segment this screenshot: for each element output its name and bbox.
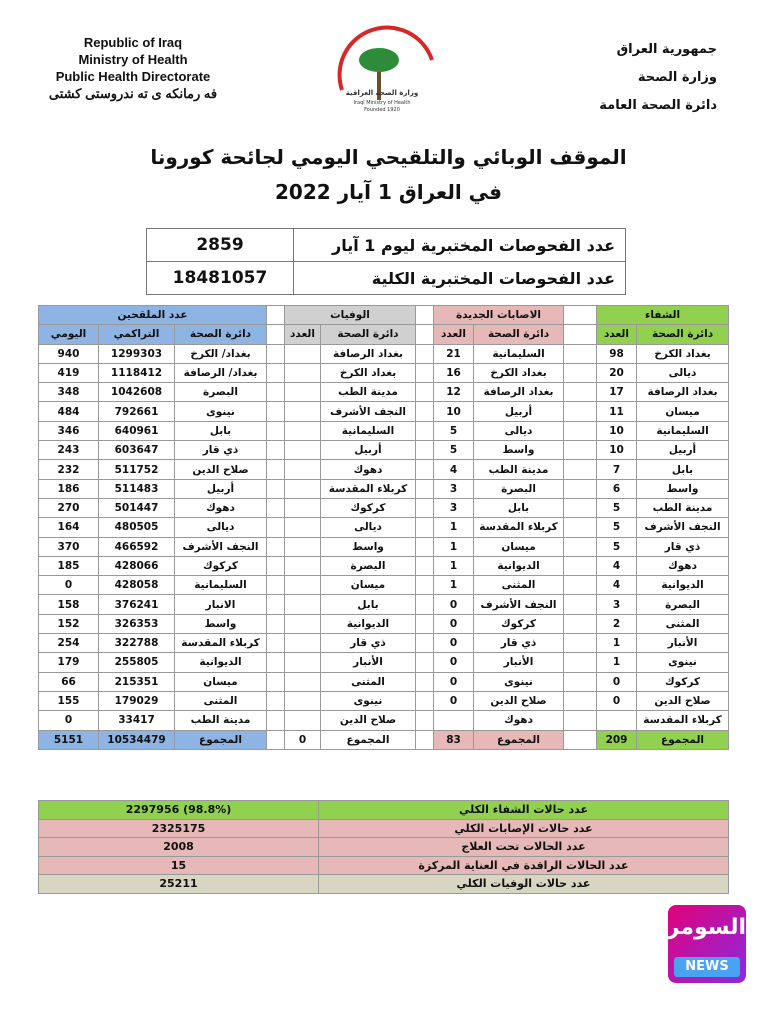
new-cases-count: 21 <box>434 344 474 363</box>
recovered-count: 6 <box>597 479 637 498</box>
vaccinated-cumulative: 792661 <box>99 402 175 421</box>
deaths-count <box>285 634 321 653</box>
deaths-directorate: ذي قار <box>321 634 416 653</box>
table-row <box>39 441 729 460</box>
vaccinated-daily: 232 <box>39 460 99 479</box>
header-english <box>38 34 228 102</box>
vaccinated-cumulative: 322788 <box>99 634 175 653</box>
deaths-count <box>285 556 321 575</box>
summary-value: 2325175 <box>39 819 319 838</box>
col-header: دائرة الصحة <box>474 325 564 344</box>
total-label: المجموع <box>321 730 416 749</box>
table-row <box>39 672 729 691</box>
watermark-brand: السومرية <box>645 915 746 940</box>
vaccinated-cumulative: 376241 <box>99 595 175 614</box>
recovered-directorate: ذي قار <box>637 537 729 556</box>
vaccinated-directorate: أربيل <box>175 479 267 498</box>
watermark-news: NEWS <box>674 957 740 977</box>
summary-label: عدد حالات الشفاء الكلي <box>319 801 729 820</box>
col-header: دائرة الصحة <box>175 325 267 344</box>
vaccinated-daily: 940 <box>39 344 99 363</box>
header-line: Public Health Directorate <box>55 69 211 84</box>
deaths-directorate: مدينة الطب <box>321 383 416 402</box>
recovered-directorate: مدينة الطب <box>637 498 729 517</box>
vaccinated-daily: 243 <box>39 441 99 460</box>
summary-row <box>39 875 729 894</box>
vaccinated-directorate: نينوى <box>175 402 267 421</box>
table-row <box>39 614 729 633</box>
new-cases-directorate: البصرة <box>474 479 564 498</box>
overall-summary-table <box>38 800 729 894</box>
new-cases-count: 1 <box>434 518 474 537</box>
new-cases-count: 0 <box>434 691 474 710</box>
new-cases-directorate: بغداد الرصافة <box>474 383 564 402</box>
deaths-directorate: دهوك <box>321 460 416 479</box>
recovered-count: 11 <box>597 402 637 421</box>
total-label: المجموع <box>474 730 564 749</box>
new-cases-count: 4 <box>434 460 474 479</box>
deaths-directorate: صلاح الدين <box>321 711 416 730</box>
recovered-directorate: نينوى <box>637 653 729 672</box>
table-row <box>39 634 729 653</box>
vaccinated-daily: 179 <box>39 653 99 672</box>
new-cases-directorate: السليمانية <box>474 344 564 363</box>
summary-value: 15 <box>39 856 319 875</box>
vaccinated-directorate: ديالى <box>175 518 267 537</box>
recovered-count: 20 <box>597 363 637 382</box>
recovered-directorate: المثنى <box>637 614 729 633</box>
deaths-directorate: السليمانية <box>321 421 416 440</box>
vaccinated-daily: 152 <box>39 614 99 633</box>
deaths-count <box>285 383 321 402</box>
deaths-count <box>285 344 321 363</box>
deaths-directorate: كربلاء المقدسة <box>321 479 416 498</box>
new-cases-count: 5 <box>434 441 474 460</box>
deaths-directorate: الديوانية <box>321 614 416 633</box>
deaths-directorate: بغداد الرصافة <box>321 344 416 363</box>
vaccinated-directorate: مدينة الطب <box>175 711 267 730</box>
col-header: اليومي <box>39 325 99 344</box>
logo-subtext: Iraqi Ministry of Health <box>353 100 411 106</box>
new-cases-directorate: دهوك <box>474 711 564 730</box>
table-row <box>39 691 729 710</box>
summary-label: عدد حالات الوفيات الكلي <box>319 875 729 894</box>
new-cases-directorate: كربلاء المقدسة <box>474 518 564 537</box>
deaths-count <box>285 363 321 382</box>
summary-value: 2297956 (98.8%) <box>39 801 319 820</box>
vaccinated-daily: 158 <box>39 595 99 614</box>
vaccinated-daily: 484 <box>39 402 99 421</box>
vaccinated-directorate: ذي قار <box>175 441 267 460</box>
summary-label: عدد حالات الإصابات الكلي <box>319 819 729 838</box>
summary-row <box>39 801 729 820</box>
vaccinated-cumulative: 640961 <box>99 421 175 440</box>
vaccinated-cumulative: 255805 <box>99 653 175 672</box>
vaccinated-daily: 370 <box>39 537 99 556</box>
total-new-cases: 83 <box>434 730 474 749</box>
vaccinated-cumulative: 1118412 <box>99 363 175 382</box>
total-tests-label: عدد الفحوصات المختبرية الكلية <box>294 262 626 295</box>
deaths-directorate: ميسان <box>321 576 416 595</box>
col-header: العدد <box>434 325 474 344</box>
vaccinated-directorate: دهوك <box>175 498 267 517</box>
logo-founded: Founded 1920 <box>364 107 400 113</box>
new-cases-count: 3 <box>434 498 474 517</box>
new-cases-directorate: ديالى <box>474 421 564 440</box>
new-cases-count: 0 <box>434 614 474 633</box>
recovered-count: 1 <box>597 634 637 653</box>
vaccinated-daily: 185 <box>39 556 99 575</box>
deaths-directorate: ديالى <box>321 518 416 537</box>
recovered-directorate: بابل <box>637 460 729 479</box>
group-new-cases: الاصابات الجديدة <box>434 306 564 325</box>
table-row <box>39 556 729 575</box>
new-cases-directorate: كركوك <box>474 614 564 633</box>
vaccinated-cumulative: 179029 <box>99 691 175 710</box>
table-row <box>39 383 729 402</box>
vaccinated-daily: 155 <box>39 691 99 710</box>
new-cases-count: 1 <box>434 576 474 595</box>
recovered-count: 10 <box>597 421 637 440</box>
table-row <box>39 595 729 614</box>
recovered-count: 98 <box>597 344 637 363</box>
recovered-directorate: أربيل <box>637 441 729 460</box>
recovered-directorate: الديوانية <box>637 576 729 595</box>
deaths-count <box>285 441 321 460</box>
deaths-count <box>285 460 321 479</box>
deaths-directorate: واسط <box>321 537 416 556</box>
logo-text: وزارة الصحة العراقية <box>345 89 419 97</box>
recovered-directorate: بغداد الرصافة <box>637 383 729 402</box>
new-cases-count: 5 <box>434 421 474 440</box>
new-cases-count: 16 <box>434 363 474 382</box>
vaccinated-directorate: صلاح الدين <box>175 460 267 479</box>
summary-value: 2008 <box>39 838 319 857</box>
recovered-directorate: ديالى <box>637 363 729 382</box>
recovered-directorate: بغداد الكرخ <box>637 344 729 363</box>
deaths-count <box>285 402 321 421</box>
new-cases-directorate: الديوانية <box>474 556 564 575</box>
alsumaria-news-logo <box>645 905 746 983</box>
total-deaths: 0 <box>285 730 321 749</box>
table-row <box>39 363 729 382</box>
new-cases-directorate: الأنبار <box>474 653 564 672</box>
vaccinated-cumulative: 428058 <box>99 576 175 595</box>
header-line: دائرة الصحة العامة <box>599 98 717 113</box>
new-cases-directorate: أربيل <box>474 402 564 421</box>
vaccinated-daily: 66 <box>39 672 99 691</box>
vaccinated-cumulative: 215351 <box>99 672 175 691</box>
recovered-count: 0 <box>597 672 637 691</box>
table-row <box>39 421 729 440</box>
recovered-directorate: دهوك <box>637 556 729 575</box>
vaccinated-daily: 0 <box>39 576 99 595</box>
new-cases-count: 1 <box>434 537 474 556</box>
deaths-directorate: النجف الأشرف <box>321 402 416 421</box>
col-header: التراكمي <box>99 325 175 344</box>
deaths-count <box>285 711 321 730</box>
vaccinated-directorate: ميسان <box>175 672 267 691</box>
table-row <box>39 653 729 672</box>
recovered-count <box>597 711 637 730</box>
col-header: دائرة الصحة <box>637 325 729 344</box>
total-recovered: 209 <box>597 730 637 749</box>
vaccinated-cumulative: 511752 <box>99 460 175 479</box>
vaccinated-daily: 346 <box>39 421 99 440</box>
deaths-directorate: الأنبار <box>321 653 416 672</box>
vaccinated-cumulative: 1042608 <box>99 383 175 402</box>
vaccinated-cumulative: 501447 <box>99 498 175 517</box>
header-line: فه رمانكه ى ته ندروستى كشتى <box>48 86 218 101</box>
new-cases-count: 3 <box>434 479 474 498</box>
deaths-count <box>285 518 321 537</box>
deaths-count <box>285 479 321 498</box>
deaths-count <box>285 691 321 710</box>
deaths-directorate: بغداد الكرخ <box>321 363 416 382</box>
recovered-count: 7 <box>597 460 637 479</box>
recovered-directorate: الأنبار <box>637 634 729 653</box>
deaths-directorate: البصرة <box>321 556 416 575</box>
deaths-count <box>285 498 321 517</box>
new-cases-directorate: واسط <box>474 441 564 460</box>
header-line: جمهورية العراق <box>616 42 717 57</box>
col-header: دائرة الصحة <box>321 325 416 344</box>
vaccinated-daily: 270 <box>39 498 99 517</box>
vaccinated-cumulative: 1299303 <box>99 344 175 363</box>
deaths-count <box>285 595 321 614</box>
group-deaths: الوفيات <box>285 306 416 325</box>
new-cases-count: 0 <box>434 634 474 653</box>
col-header: العدد <box>597 325 637 344</box>
header-line: Ministry of Health <box>78 52 188 67</box>
vaccinated-directorate: الديوانية <box>175 653 267 672</box>
table-row <box>39 576 729 595</box>
new-cases-directorate: مدينة الطب <box>474 460 564 479</box>
vaccinated-directorate: كركوك <box>175 556 267 575</box>
summary-row <box>39 856 729 875</box>
vaccinated-daily: 254 <box>39 634 99 653</box>
total-label: المجموع <box>637 730 729 749</box>
recovered-directorate: السليمانية <box>637 421 729 440</box>
table-row <box>39 460 729 479</box>
vaccinated-directorate: بغداد/ الرصافة <box>175 363 267 382</box>
vaccinated-daily: 164 <box>39 518 99 537</box>
new-cases-count: 0 <box>434 672 474 691</box>
recovered-directorate: واسط <box>637 479 729 498</box>
tests-table <box>146 228 626 295</box>
recovered-directorate: ميسان <box>637 402 729 421</box>
daily-tests-value: 2859 <box>147 229 294 262</box>
new-cases-directorate: نينوى <box>474 672 564 691</box>
page-subtitle: في العراق 1 آيار 2022 <box>274 180 502 204</box>
daily-tests-label: عدد الفحوصات المختبرية ليوم 1 آيار <box>294 229 626 262</box>
vaccinated-cumulative: 511483 <box>99 479 175 498</box>
table-row <box>39 711 729 730</box>
table-row <box>39 518 729 537</box>
vaccinated-daily: 186 <box>39 479 99 498</box>
recovered-count: 5 <box>597 498 637 517</box>
vaccinated-cumulative: 480505 <box>99 518 175 537</box>
recovered-directorate: صلاح الدين <box>637 691 729 710</box>
group-recovered: الشفاء <box>597 306 729 325</box>
new-cases-count <box>434 711 474 730</box>
new-cases-count: 0 <box>434 595 474 614</box>
new-cases-directorate: ذي قار <box>474 634 564 653</box>
deaths-count <box>285 672 321 691</box>
vaccinated-directorate: بغداد/ الكرخ <box>175 344 267 363</box>
new-cases-directorate: النجف الأشرف <box>474 595 564 614</box>
table-row <box>39 344 729 363</box>
deaths-count <box>285 614 321 633</box>
vaccinated-directorate: السليمانية <box>175 576 267 595</box>
deaths-directorate: المثنى <box>321 672 416 691</box>
deaths-directorate: بابل <box>321 595 416 614</box>
vaccinated-cumulative: 33417 <box>99 711 175 730</box>
deaths-count <box>285 576 321 595</box>
table-row <box>39 498 729 517</box>
recovered-count: 4 <box>597 556 637 575</box>
vaccinated-directorate: النجف الأشرف <box>175 537 267 556</box>
deaths-directorate: نينوى <box>321 691 416 710</box>
recovered-count: 4 <box>597 576 637 595</box>
vaccinated-cumulative: 466592 <box>99 537 175 556</box>
table-row <box>39 537 729 556</box>
table-row <box>39 402 729 421</box>
recovered-count: 10 <box>597 441 637 460</box>
group-vaccinated: عدد الملقحين <box>39 306 267 325</box>
vaccinated-directorate: البصرة <box>175 383 267 402</box>
deaths-directorate: أربيل <box>321 441 416 460</box>
deaths-count <box>285 537 321 556</box>
header-line: Republic of Iraq <box>83 35 183 50</box>
recovered-count: 17 <box>597 383 637 402</box>
total-label: المجموع <box>175 730 267 749</box>
recovered-directorate: النجف الأشرف <box>637 518 729 537</box>
recovered-count: 3 <box>597 595 637 614</box>
new-cases-directorate: بابل <box>474 498 564 517</box>
new-cases-count: 1 <box>434 556 474 575</box>
daily-status-table <box>38 305 729 750</box>
summary-label: عدد الحالات الراقدة في العناية المركزة <box>319 856 729 875</box>
vaccinated-cumulative: 603647 <box>99 441 175 460</box>
recovered-directorate: كربلاء المقدسة <box>637 711 729 730</box>
header-line: وزارة الصحة <box>637 70 717 85</box>
table-row <box>39 479 729 498</box>
total-tests-value: 18481057 <box>147 262 294 295</box>
deaths-count <box>285 653 321 672</box>
header-arabic <box>557 36 717 120</box>
new-cases-count: 0 <box>434 653 474 672</box>
summary-label: عدد الحالات تحت العلاج <box>319 838 729 857</box>
vaccinated-directorate: بابل <box>175 421 267 440</box>
new-cases-directorate: صلاح الدين <box>474 691 564 710</box>
table-body <box>39 344 729 730</box>
vaccinated-directorate: واسط <box>175 614 267 633</box>
new-cases-directorate: ميسان <box>474 537 564 556</box>
vaccinated-daily: 419 <box>39 363 99 382</box>
vaccinated-directorate: المثنى <box>175 691 267 710</box>
new-cases-directorate: بغداد الكرخ <box>474 363 564 382</box>
deaths-directorate: كركوك <box>321 498 416 517</box>
recovered-count: 2 <box>597 614 637 633</box>
total-vac-day: 5151 <box>39 730 99 749</box>
new-cases-count: 12 <box>434 383 474 402</box>
recovered-count: 0 <box>597 691 637 710</box>
vaccinated-directorate: كربلاء المقدسة <box>175 634 267 653</box>
new-cases-directorate: المثنى <box>474 576 564 595</box>
col-header: العدد <box>285 325 321 344</box>
total-vac-cum: 10534479 <box>99 730 175 749</box>
deaths-count <box>285 421 321 440</box>
summary-row <box>39 819 729 838</box>
vaccinated-daily: 0 <box>39 711 99 730</box>
recovered-count: 1 <box>597 653 637 672</box>
page-title: الموقف الوبائي والتلقيحي اليومي لجائحة كورونا <box>150 145 627 169</box>
vaccinated-daily: 348 <box>39 383 99 402</box>
recovered-directorate: كركوك <box>637 672 729 691</box>
new-cases-count: 10 <box>434 402 474 421</box>
vaccinated-directorate: الانبار <box>175 595 267 614</box>
ministry-logo <box>322 20 442 130</box>
recovered-directorate: البصرة <box>637 595 729 614</box>
recovered-count: 5 <box>597 518 637 537</box>
vaccinated-cumulative: 326353 <box>99 614 175 633</box>
recovered-count: 5 <box>597 537 637 556</box>
vaccinated-cumulative: 428066 <box>99 556 175 575</box>
summary-value: 25211 <box>39 875 319 894</box>
summary-row <box>39 838 729 857</box>
